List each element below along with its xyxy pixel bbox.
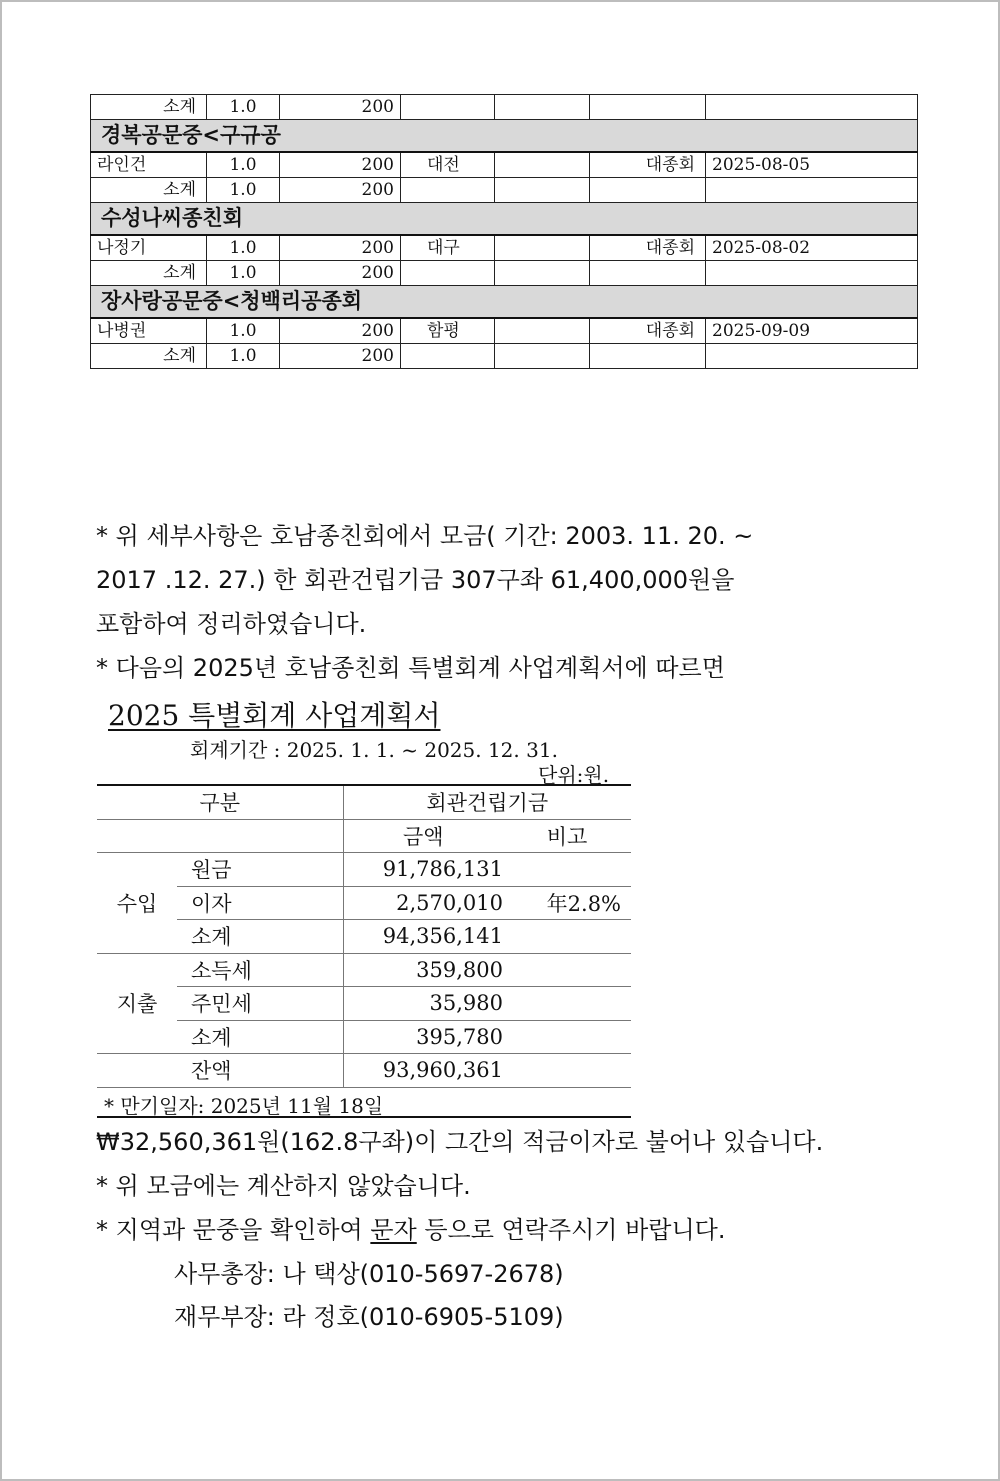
- note-header: 비고: [503, 819, 631, 853]
- count-cell: 1.0: [207, 95, 280, 120]
- expense-label: 지출: [97, 953, 177, 1054]
- type-cell: 대종회: [590, 152, 706, 178]
- subtotal-label: 소계: [91, 261, 207, 286]
- blank-cell: [495, 152, 590, 178]
- table-row: [97, 987, 631, 1021]
- region-cell: 대전: [401, 152, 495, 178]
- table-row: [97, 785, 631, 819]
- count-cell: 1.0: [207, 152, 280, 178]
- donor-name: 라인건: [91, 152, 207, 178]
- subtotal-label: 소계: [91, 178, 207, 203]
- table-row: [97, 853, 631, 887]
- finance-contact: 재무부장: 라 정호(010-6905-5109): [174, 1303, 564, 1331]
- blank-cell: [495, 318, 590, 344]
- item-cell: 소득세: [177, 953, 343, 987]
- note-line-4: * 다음의 2025년 호남종친회 특별회계 사업계획서에 따르면: [96, 654, 725, 682]
- type-cell: 대종회: [590, 235, 706, 261]
- contact-line: [96, 1210, 725, 1245]
- group-header: [91, 120, 918, 153]
- text-message-link[interactable]: 문자: [370, 1216, 417, 1244]
- note-line-2: 2017 .12. 27.) 한 회관건립기금 307구좌 61,400,000원을: [96, 566, 735, 594]
- group-header: [91, 286, 918, 319]
- note-line-1: * 위 세부사항은 호남종친회에서 모금( 기간: 2003. 11. 20. ~: [96, 522, 754, 550]
- contact-post: 등으로 연락주시기 바랍니다.: [416, 1216, 726, 1244]
- note-line-3: 포함하여 정리하였습니다.: [96, 610, 367, 638]
- count-cell: 1.0: [207, 178, 280, 203]
- table-row: [91, 261, 918, 286]
- amount-cell: 94,356,141: [343, 920, 503, 954]
- blank-cell: [495, 235, 590, 261]
- table-row: [91, 95, 918, 120]
- type-cell: 대종회: [590, 318, 706, 344]
- subtotal-label: 소계: [91, 344, 207, 369]
- table-row: [91, 152, 918, 178]
- amount-cell: 91,786,131: [343, 853, 503, 887]
- group-name: 장사랑공문중<청백리공종회: [91, 286, 918, 319]
- income-label: 수입: [97, 853, 177, 954]
- group-name: 경복공문중<구규공: [91, 120, 918, 153]
- count-cell: 1.0: [207, 261, 280, 286]
- amount-cell: 200: [280, 261, 401, 286]
- table-row: [97, 1020, 631, 1054]
- note-cell: [503, 1020, 631, 1054]
- amount-cell: 359,800: [343, 953, 503, 987]
- note-cell: [503, 853, 631, 887]
- divider: [97, 1116, 631, 1118]
- item-cell: 소계: [177, 1020, 343, 1054]
- plan-title: 2025 특별회계 사업계획서: [108, 699, 441, 732]
- region-cell: 대구: [401, 235, 495, 261]
- amount-header: 금액: [343, 819, 503, 853]
- note-cell: [503, 987, 631, 1021]
- secretary-contact: 사무총장: 나 택상(010-5697-2678): [174, 1260, 564, 1288]
- amount-cell: 35,980: [343, 987, 503, 1021]
- table-row: [97, 1054, 631, 1088]
- count-cell: 1.0: [207, 344, 280, 369]
- balance-label: 잔액: [177, 1054, 343, 1088]
- amount-cell: 395,780: [343, 1020, 503, 1054]
- amount-cell: 200: [280, 95, 401, 120]
- interest-line: ₩32,560,361원(162.8구좌)이 그간의 적금이자로 불어나 있습니다.: [96, 1128, 824, 1156]
- note-cell: [503, 920, 631, 954]
- item-cell: 주민세: [177, 987, 343, 1021]
- plan-unit: 단위:원.: [538, 763, 610, 787]
- donor-name: 나병권: [91, 318, 207, 344]
- item-cell: 이자: [177, 886, 343, 920]
- donation-ledger-table: [90, 94, 918, 369]
- amount-cell: 2,570,010: [343, 886, 503, 920]
- amount-cell: 200: [280, 318, 401, 344]
- note-cell: [503, 953, 631, 987]
- amount-cell: 200: [280, 235, 401, 261]
- not-counted-line: * 위 모금에는 계산하지 않았습니다.: [96, 1172, 471, 1200]
- balance-amount: 93,960,361: [343, 1054, 503, 1088]
- contact-pre: * 지역과 문중을 확인하여: [96, 1216, 371, 1244]
- count-cell: 1.0: [207, 318, 280, 344]
- table-row: [91, 344, 918, 369]
- table-row: [91, 178, 918, 203]
- date-cell: 2025-09-09: [706, 318, 918, 344]
- table-row: [97, 953, 631, 987]
- note-cell: 年2.8%: [503, 886, 631, 920]
- category-header: 구분: [97, 785, 343, 819]
- amount-cell: 200: [280, 178, 401, 203]
- plan-period: 회계기간 : 2025. 1. 1. ~ 2025. 12. 31.: [190, 738, 558, 762]
- subtotal-label: 소계: [91, 95, 207, 120]
- table-row: [97, 920, 631, 954]
- date-cell: 2025-08-05: [706, 152, 918, 178]
- group-name: 수성나씨종친회: [91, 203, 918, 236]
- table-row: [97, 886, 631, 920]
- amount-cell: 200: [280, 152, 401, 178]
- count-cell: 1.0: [207, 235, 280, 261]
- donor-name: 나정기: [91, 235, 207, 261]
- plan-table: [97, 784, 631, 1088]
- group-header: [91, 203, 918, 236]
- table-row: [97, 819, 631, 853]
- maturity-date: * 만기일자: 2025년 11월 18일: [104, 1094, 384, 1118]
- table-row: [91, 318, 918, 344]
- table-row: [91, 235, 918, 261]
- amount-cell: 200: [280, 344, 401, 369]
- date-cell: 2025-08-02: [706, 235, 918, 261]
- fund-header: 회관건립기금: [343, 785, 631, 819]
- region-cell: 함평: [401, 318, 495, 344]
- item-cell: 원금: [177, 853, 343, 887]
- item-cell: 소계: [177, 920, 343, 954]
